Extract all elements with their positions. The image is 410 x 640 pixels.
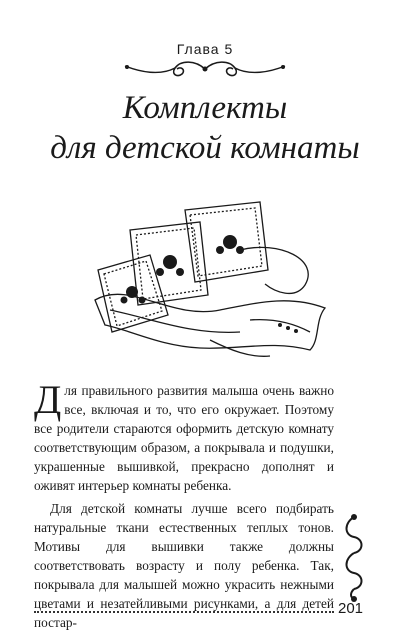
paragraph-1 (34, 377, 334, 495)
title-line-2: для детской комнаты (50, 130, 360, 166)
title-line-1: Комплекты (122, 90, 288, 126)
side-scroll-ornament-icon (340, 513, 368, 603)
chapter-label: Глава 5 (176, 41, 234, 57)
drop-cap: Д (34, 377, 62, 422)
chapter-title (0, 88, 410, 168)
footer-divider (34, 611, 334, 617)
flourish-ornament-icon (115, 58, 295, 80)
paragraph-2: Для детской комнаты лучше всего подбирать натуральные ткани естественных теплых тонов. Мотивы для вышивки также должны соответствовать возрасту и полу ребенка. Так, покрывала для малышей можно украсить нежными цветами и незатейливыми рисунками, а для детей постар- (34, 501, 334, 630)
embroidered-pillows-illustration (90, 200, 330, 360)
body-text (34, 377, 334, 636)
page-number: 201 (338, 600, 364, 617)
paragraph-1-text: ля правильного развития малыша очень важно все, включая и то, что его окружает. Поэтому все родители стараются оформить детскую комнату соответствующим образом, а покрывала и подушки, украшенные вышивкой, прекрасно дополнят и оживят интерьер комнаты ребенка. (34, 383, 334, 493)
